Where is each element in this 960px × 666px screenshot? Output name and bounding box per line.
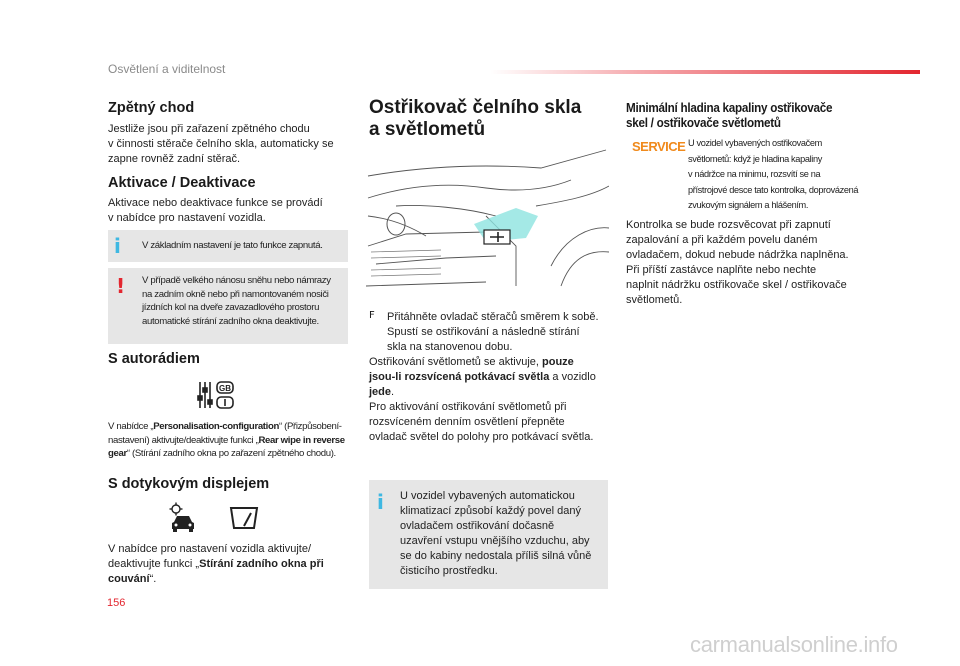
watermark: carmanualsonline.info: [690, 632, 898, 657]
service-warning-icon: SERVICE: [632, 139, 686, 154]
service-note: U vozidel vybavených ostřikovačem světlometů: když je hladina kapaliny v nádržce na minimu, rozsvítí se na přístrojové desce tato kontrolka, doprovázená zvukovým signálem a hlášením.: [688, 138, 859, 210]
touch-title: S dotykovým displejem: [108, 476, 270, 492]
washer-info-box: i U vozidel vybavených automatickou klimatizací způsobí každý povel daný ovladačem ostřikování dočasně uzavření vstupu vnějšího vzduchu, aby se do kabiny nedostala příliš silná vůně čisticího prostředku.: [369, 480, 608, 589]
reverse-text: Jestliže jsou při zařazení zpětného chodu v činnosti stěrače čelního skla, automaticky se zapne rovněž zadní stěrač.: [108, 123, 334, 165]
radio-settings-icon: [196, 378, 236, 412]
fluid-level-text: Kontrolka se bude rozsvěcovat při zapnutí zapalování a při každém povelu daném ovladačem, dokud nebude nádržka naplněna. Při příští zastávce naplňte nebo nechte naplnit nádržku ostřikovače skel / ostřikovače světlometů.: [626, 219, 849, 306]
info-note-box: i V základním nastavení je tato funkce zapnutá.: [108, 230, 348, 262]
warning-note-box: ! V případě velkého nánosu sněhu nebo námrazy na zadním okně nebo při namontovaném nosiči jízdních kol na dveře zavazadlového prostoru automatické stírání zadního okna deaktivujte.: [108, 268, 348, 344]
radio-title: S autorádiem: [108, 351, 200, 367]
page-number: 156: [107, 597, 126, 609]
reverse-title: Zpětný chod: [108, 100, 195, 116]
radio-text: V nabídce „Personalisation-configuration“ (Přizpůsobení- nastavení) aktivujte/deaktivujte funkci „Rear wipe in reverse gear“ (Stírání zadního okna po zařazení zpětného chodu).: [108, 421, 345, 460]
car-settings-icon: [168, 502, 198, 534]
info-icon: i: [114, 234, 121, 258]
activation-text: Aktivace nebo deaktivace funkce se provádí v nabídce pro nastavení vozidla.: [108, 197, 323, 224]
washer-title: Ostřikovač čelního skla a světlometů: [369, 97, 582, 140]
info-icon: i: [377, 490, 384, 514]
svg-text:GB: GB: [219, 384, 231, 393]
headlamp-washer-illustration: [366, 146, 609, 297]
rear-wiper-icon: [228, 505, 260, 531]
touch-text: V nabídce pro nastavení vozidla aktivujte/ deaktivujte funkci „Stírání zadního okna při couvání“.: [108, 543, 324, 585]
warning-icon: !: [116, 274, 126, 298]
activation-title: Aktivace / Deaktivace: [108, 175, 256, 191]
bullet-marker: F: [369, 310, 375, 321]
chapter-title: Osvětlení a viditelnost: [108, 62, 226, 76]
washer-instruction: F Přitáhněte ovladač stěračů směrem k sobě. Spustí se ostřikování a následně stírání skla na stanovenou dobu. Ostřikování světlometů se aktivuje, pouze jsou-li rozsvícená potkávací světla a vozidlo jede. Pro aktivování ostřikování světlometů při rozsvíceném denním osvětlení přepněte ovladač světel do polohy pro potkávací světla.: [369, 310, 599, 443]
fluid-level-title: Minimální hladina kapaliny ostřikovače skel / ostřikovače světlometů: [626, 100, 833, 130]
header-rule: [490, 70, 920, 74]
